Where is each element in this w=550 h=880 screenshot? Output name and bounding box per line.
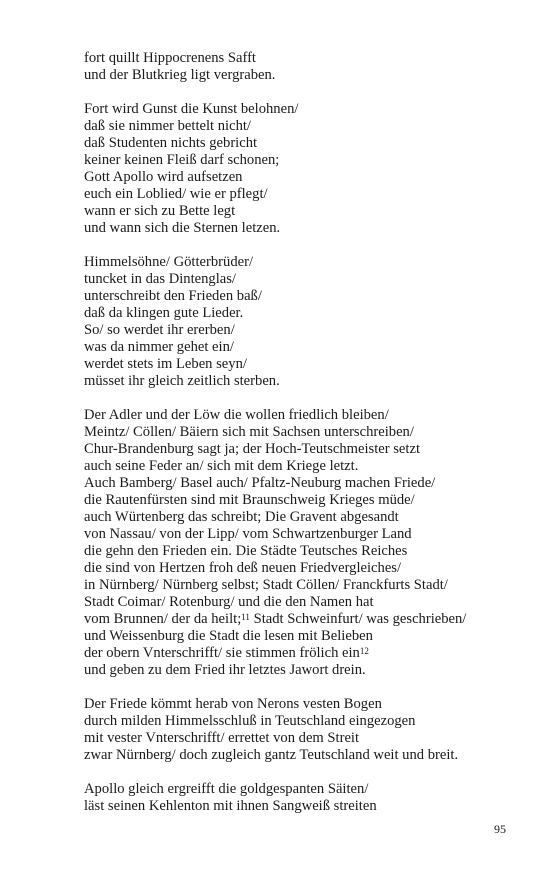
verse-line bbox=[84, 135, 524, 152]
verse-text: Stadt Coimar/ Rotenburg/ und die den Namen hat bbox=[84, 594, 374, 610]
verse-line bbox=[84, 526, 524, 543]
verse-text: Himmelsöhne/ Götterbrüder/ bbox=[84, 254, 254, 270]
verse-text: läst seinen Kehlenton mit ihnen Sangweiß streiten bbox=[84, 798, 377, 814]
verse-line bbox=[84, 730, 524, 747]
verse-line bbox=[84, 611, 524, 628]
poem-body bbox=[84, 50, 524, 832]
verse-text: So/ so werdet ihr ererben/ bbox=[84, 322, 235, 338]
verse-text: müsset ihr gleich zeitlich sterben. bbox=[84, 373, 280, 389]
verse-line bbox=[84, 441, 524, 458]
verse-text: Der Friede kömmt herab von Nerons vesten Bogen bbox=[84, 696, 382, 712]
verse-text: und wann sich die Sternen letzen. bbox=[84, 220, 281, 236]
verse-line bbox=[84, 152, 524, 169]
verse-text: die Rautenfürsten sind mit Braunschweig Krieges müde/ bbox=[84, 492, 415, 508]
verse-line bbox=[84, 781, 524, 798]
verse-text: der obern Vnterschrifft/ sie stimmen frölich ein bbox=[84, 645, 360, 661]
verse-line bbox=[84, 373, 524, 390]
verse-line bbox=[84, 798, 524, 815]
stanza bbox=[84, 407, 524, 679]
verse-text: und geben zu dem Fried ihr letztes Jawort drein. bbox=[84, 662, 366, 678]
verse-text: Gott Apollo wird aufsetzen bbox=[84, 169, 243, 185]
verse-text-continued: Stadt Schweinfurt/ was geschrieben/ bbox=[249, 611, 467, 627]
verse-line bbox=[84, 543, 524, 560]
verse-line bbox=[84, 594, 524, 611]
footnote-marker[interactable]: 11 bbox=[241, 612, 250, 622]
verse-line bbox=[84, 288, 524, 305]
verse-text: die sind von Hertzen froh deß neuen Friedvergleiches/ bbox=[84, 560, 402, 576]
verse-text: Der Adler und der Löw die wollen friedlich bleiben/ bbox=[84, 407, 389, 423]
verse-text: keiner keinen Fleiß darf schonen; bbox=[84, 152, 280, 168]
verse-text: und der Blutkrieg ligt vergraben. bbox=[84, 67, 276, 83]
verse-text: mit vester Vnterschrifft/ errettet von dem Streit bbox=[84, 730, 360, 746]
verse-text: Apollo gleich ergreifft die goldgespanten Säiten/ bbox=[84, 781, 369, 797]
verse-line bbox=[84, 220, 524, 237]
verse-text: durch milden Himmelsschluß in Teutschland eingezogen bbox=[84, 713, 416, 729]
verse-line bbox=[84, 747, 524, 764]
verse-text: daß sie nimmer bettelt nicht/ bbox=[84, 118, 251, 134]
verse-line bbox=[84, 322, 524, 339]
verse-text: Fort wird Gunst die Kunst belohnen/ bbox=[84, 101, 299, 117]
verse-line bbox=[84, 509, 524, 526]
verse-text: Auch Bamberg/ Basel auch/ Pfaltz-Neuburg machen Friede/ bbox=[84, 475, 436, 491]
verse-text: wann er sich zu Bette legt bbox=[84, 203, 236, 219]
verse-line bbox=[84, 50, 524, 67]
verse-text: daß Studenten nichts gebricht bbox=[84, 135, 258, 151]
verse-text: die gehn den Frieden ein. Die Städte Teutsches Reiches bbox=[84, 543, 408, 559]
verse-line bbox=[84, 203, 524, 220]
verse-line bbox=[84, 458, 524, 475]
verse-text: werdet stets im Leben seyn/ bbox=[84, 356, 247, 372]
verse-line bbox=[84, 101, 524, 118]
verse-text: unterschreibt den Frieden baß/ bbox=[84, 288, 262, 304]
verse-text: euch ein Loblied/ wie er pflegt/ bbox=[84, 186, 268, 202]
stanza bbox=[84, 696, 524, 764]
verse-text: auch seine Feder an/ sich mit dem Kriege letzt. bbox=[84, 458, 359, 474]
verse-line bbox=[84, 339, 524, 356]
verse-text: tuncket in das Dintenglas/ bbox=[84, 271, 236, 287]
verse-line bbox=[84, 475, 524, 492]
stanza bbox=[84, 781, 524, 815]
verse-line bbox=[84, 254, 524, 271]
verse-line bbox=[84, 645, 524, 662]
verse-line bbox=[84, 407, 524, 424]
verse-line bbox=[84, 305, 524, 322]
verse-text: von Nassau/ von der Lipp/ vom Schwartzenburger Land bbox=[84, 526, 412, 542]
verse-line bbox=[84, 67, 524, 84]
verse-line bbox=[84, 577, 524, 594]
verse-text: vom Brunnen/ der da heilt; bbox=[84, 611, 242, 627]
verse-text: daß da klingen gute Lieder. bbox=[84, 305, 244, 321]
verse-text: Meintz/ Cöllen/ Bäiern sich mit Sachsen unterschreiben/ bbox=[84, 424, 414, 440]
verse-text: was da nimmer gehet ein/ bbox=[84, 339, 234, 355]
verse-line bbox=[84, 492, 524, 509]
stanza bbox=[84, 50, 524, 84]
verse-text: und Weissenburg die Stadt die lesen mit Belieben bbox=[84, 628, 373, 644]
verse-text: Chur-Brandenburg sagt ja; der Hoch-Teutschmeister setzt bbox=[84, 441, 420, 457]
verse-text: auch Würtenberg das schreibt; Die Gravent abgesandt bbox=[84, 509, 399, 525]
verse-line bbox=[84, 560, 524, 577]
verse-text: fort quillt Hippocrenens Safft bbox=[84, 50, 256, 66]
page-number: 95 bbox=[494, 822, 506, 836]
verse-line bbox=[84, 424, 524, 441]
stanza bbox=[84, 254, 524, 390]
verse-line bbox=[84, 628, 524, 645]
verse-line bbox=[84, 186, 524, 203]
verse-line bbox=[84, 271, 524, 288]
verse-text: zwar Nürnberg/ doch zugleich gantz Teutschland weit und breit. bbox=[84, 747, 459, 763]
verse-line bbox=[84, 169, 524, 186]
verse-line bbox=[84, 662, 524, 679]
verse-line bbox=[84, 713, 524, 730]
stanza bbox=[84, 101, 524, 237]
footnote-marker[interactable]: 12 bbox=[359, 646, 369, 656]
verse-text: in Nürnberg/ Nürnberg selbst; Stadt Cöllen/ Franckfurts Stadt/ bbox=[84, 577, 448, 593]
verse-line bbox=[84, 696, 524, 713]
verse-line bbox=[84, 356, 524, 373]
verse-line bbox=[84, 118, 524, 135]
